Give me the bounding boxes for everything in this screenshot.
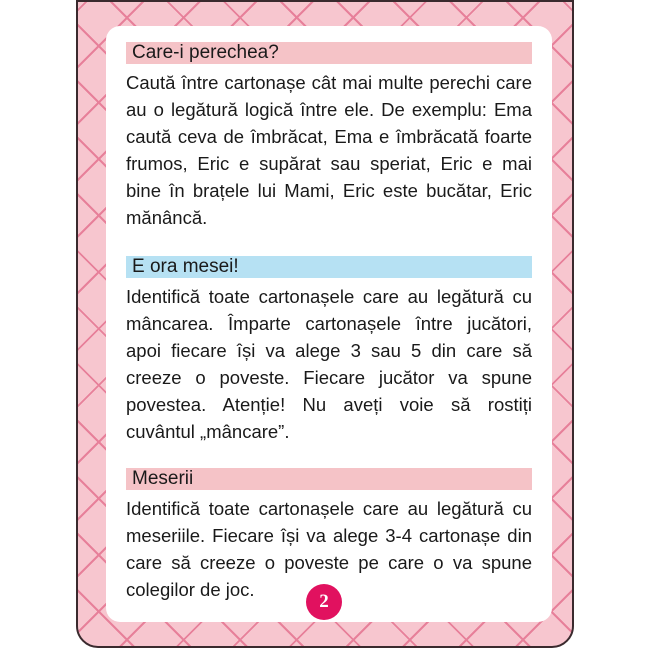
section-meserii	[126, 468, 532, 603]
content-panel	[106, 26, 552, 622]
section-title: E ora mesei!	[126, 256, 532, 278]
section-body: Identifică toate cartonașele care au legătură cu meseriile. Fiecare își va alege 3-4 cartonașe din care să creeze o poveste pe care o va spune colegilor de joc.	[126, 498, 532, 600]
section-title: Care-i perechea?	[126, 42, 532, 64]
section-body: Caută între cartonașe cât mai multe perechi care au o legătură logică între ele. De exemplu: Ema caută ceva de îmbrăcat, Ema e îmbrăcată foarte frumos, Eric e supărat sau speriat, Eric e mai bine în brațele lui Mami, Eric este bucătar, Eric mănâncă.	[126, 72, 532, 228]
section-body: Identifică toate cartonașele care au legătură cu mâncarea. Împarte cartonașele între jucători, apoi fiecare își va alege 3 sau 5 din care să creeze o poveste. Fiecare jucător va spune povestea. Atenție! Nu aveți voie să rostiți cuvântul „mâncare”.	[126, 286, 532, 442]
section-title: Meserii	[126, 468, 532, 490]
game-card	[76, 0, 574, 648]
page-number-badge: 2	[306, 584, 342, 620]
section-care-i-perechea	[126, 42, 532, 231]
section-e-ora-mesei	[126, 256, 532, 445]
